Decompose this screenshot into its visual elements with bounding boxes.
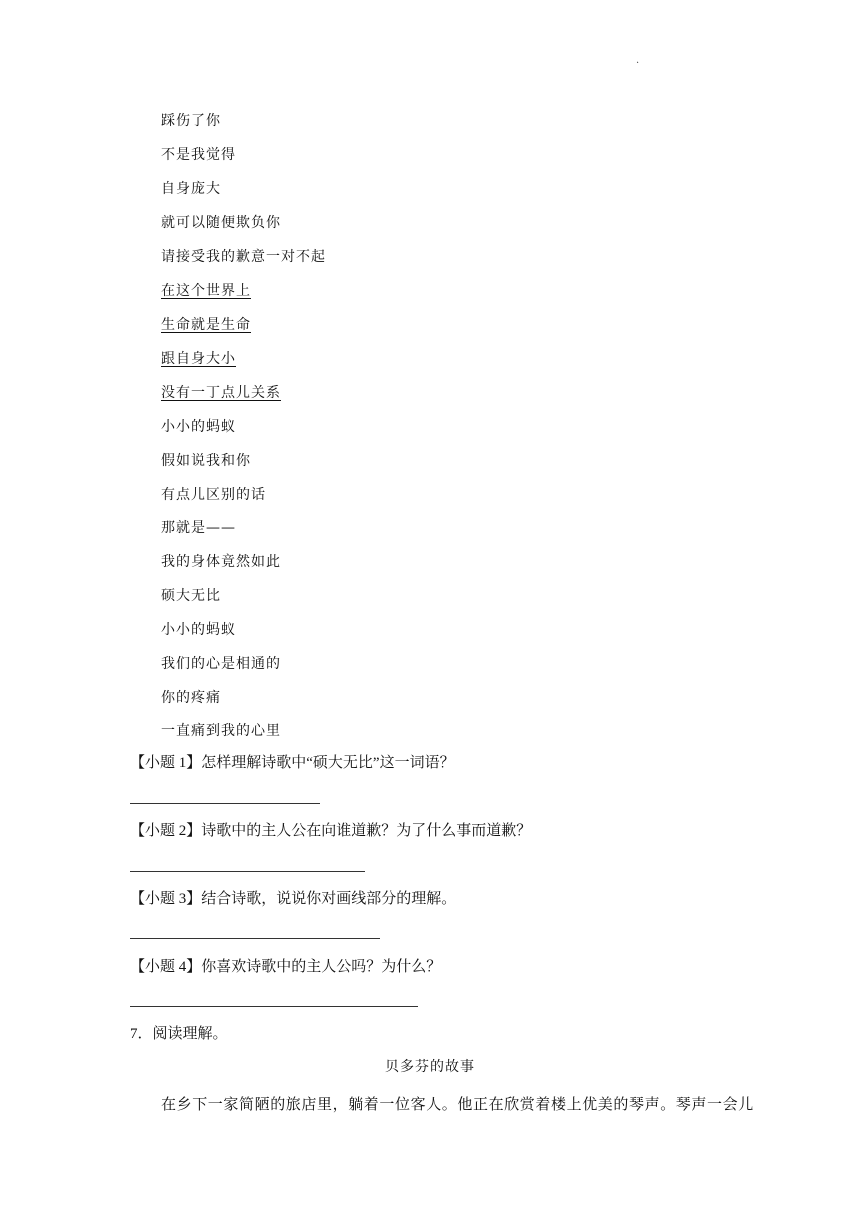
poem-line: 你的疼痛 xyxy=(161,690,221,706)
answer-line-1[interactable] xyxy=(130,803,320,804)
story-title: 贝多芬的故事 xyxy=(385,1059,475,1075)
poem-line-underlined: 没有一丁点儿关系 xyxy=(161,385,281,401)
answer-line-3[interactable] xyxy=(130,938,380,939)
answer-line-2[interactable] xyxy=(130,871,365,872)
poem-line: 有点儿区别的话 xyxy=(161,487,266,503)
poem-line-underlined: 跟自身大小 xyxy=(161,351,236,367)
poem-line: 请接受我的歉意一对不起 xyxy=(161,249,326,265)
poem-line-underlined: 生命就是生命 xyxy=(161,317,251,333)
answer-line-4[interactable] xyxy=(130,1006,418,1007)
header-mark: · xyxy=(636,58,640,69)
poem-line: 小小的蚂蚁 xyxy=(161,622,236,638)
section-heading: 7．阅读理解。 xyxy=(130,1026,228,1042)
poem-line: 我们的心是相通的 xyxy=(161,656,281,672)
poem-line: 自身庞大 xyxy=(161,181,221,197)
poem-line: 不是我觉得 xyxy=(161,147,236,163)
question-3: 【小题 3】结合诗歌，说说你对画线部分的理解。 xyxy=(130,891,457,907)
poem-line: 一直痛到我的心里 xyxy=(161,723,281,739)
question-4: 【小题 4】你喜欢诗歌中的主人公吗？为什么？ xyxy=(130,959,442,975)
poem-line: 我的身体竟然如此 xyxy=(161,554,281,570)
story-paragraph: 在乡下一家简陋的旅店里，躺着一位客人。他正在欣赏着楼上优美的琴声。琴声一会儿 xyxy=(161,1095,754,1113)
poem-line: 踩伤了你 xyxy=(161,113,221,129)
poem-line-underlined: 在这个世界上 xyxy=(161,283,251,299)
poem-line: 小小的蚂蚁 xyxy=(161,419,236,435)
poem-line: 硕大无比 xyxy=(161,588,221,604)
poem-line: 就可以随便欺负你 xyxy=(161,215,281,231)
question-2: 【小题 2】诗歌中的主人公在向谁道歉？为了什么事而道歉？ xyxy=(130,823,532,839)
poem-line: 假如说我和你 xyxy=(161,453,251,469)
poem-line: 那就是—— xyxy=(161,520,236,536)
question-1: 【小题 1】怎样理解诗歌中“硕大无比”这一词语？ xyxy=(130,755,455,771)
